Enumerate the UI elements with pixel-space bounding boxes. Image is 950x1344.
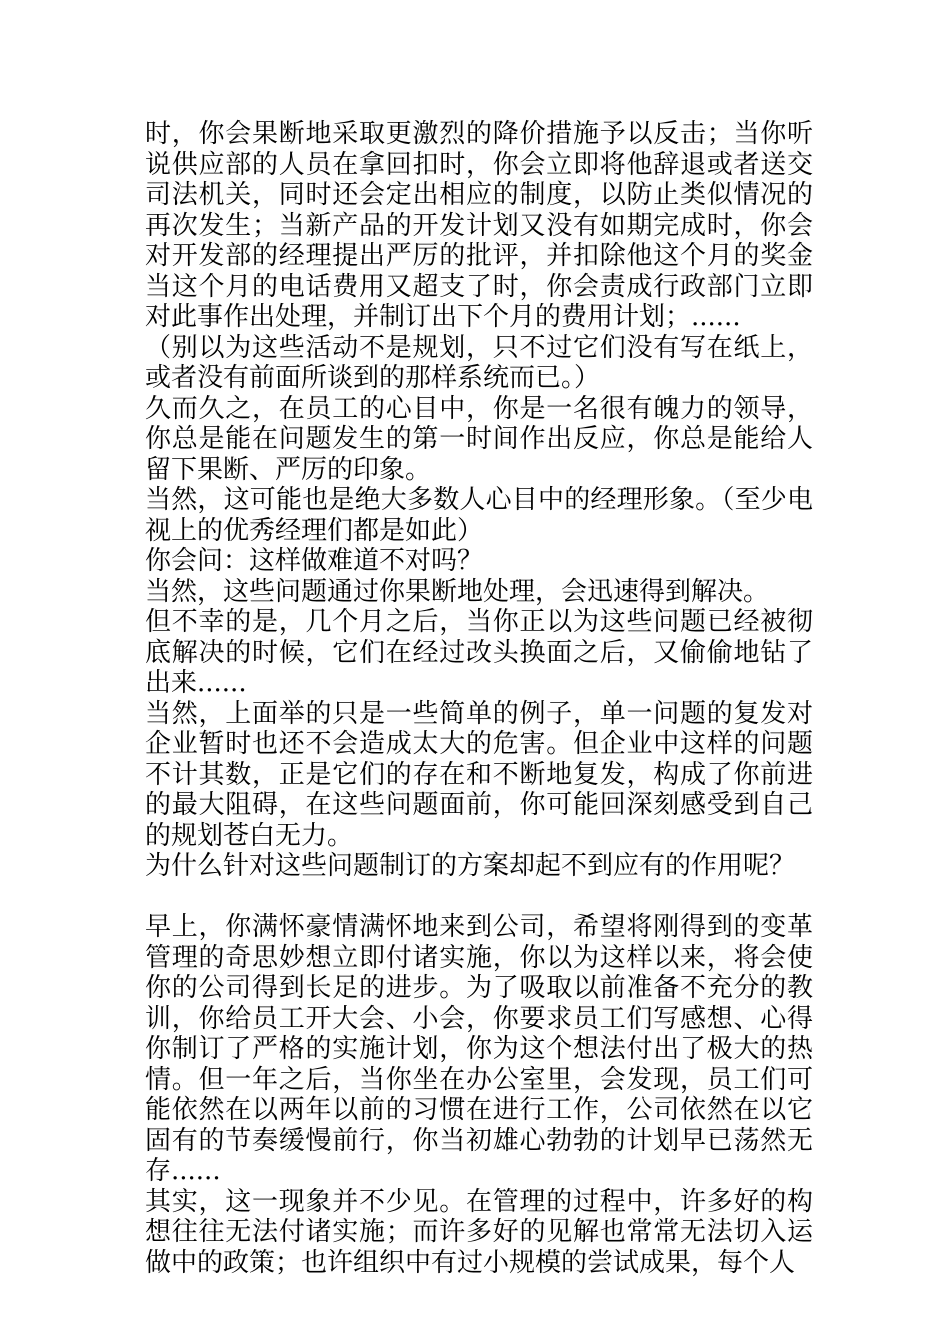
paragraph-9: 为什么针对这些问题制订的方案却起不到应有的作用呢？ (145, 851, 796, 881)
paragraph-4: 当然，这可能也是绝大多数人心目中的经理形象。（至少电视上的优秀经理们都是如此） (145, 485, 813, 546)
blank-line (145, 882, 813, 913)
paragraph-2: （别以为这些活动不是规划，只不过它们没有写在纸上，或者没有前面所谈到的那样系统而已。） (145, 332, 813, 393)
document-body (145, 119, 813, 1278)
paragraph-6: 当然，这些问题通过你果断地处理，会迅速得到解决。 (145, 576, 770, 607)
paragraph-5: 你会问：这样做难道不对吗？ (145, 546, 484, 576)
paragraph-10: 早上，你满怀豪情满怀地来到公司，希望将刚得到的变革管理的奇思妙想立即付诸实施，你以为这样以来，将会使你的公司得到长足的进步。为了吸取以前准备不充分的教训，你给员工开大会、小会，你要求员工们写感想、心得你制订了严格的实施计划，你为这个想法付出了极大的热情。但一年之后，当你坐在办公室里，会发现，员工们可能依然在以两年以前的习惯在进行工作，公司依然在以它固有的节奏缓慢前行，你当初雄心勃勃的计划早已荡然无存...... (145, 912, 813, 1186)
paragraph-7: 但不幸的是，几个月之后，当你正以为这些问题已经被彻底解决的时候，它们在经过改头换面之后，又偷偷地钻了出来...... (145, 607, 813, 698)
paragraph-1: 时，你会果断地采取更激烈的降价措施予以反击；当你听说供应部的人员在拿回扣时，你会立即将他辞退或者送交司法机关，同时还会定出相应的制度，以防止类似情况的再次发生；当新产品的开发计划又没有如期完成时，你会对开发部的经理提出严厉的批评，并扣除他这个月的奖金当这个月的电话费用又超支了时，你会责成行政部门立即对此事作出处理，并制订出下个月的费用计划；...... (145, 119, 813, 332)
paragraph-11: 其实，这一现象并不少见。在管理的过程中，许多好的构想往往无法付诸实施；而许多好的见解也常常无法切入运做中的政策；也许组织中有过小规模的尝试成果，每个人 (145, 1186, 813, 1278)
paragraph-3: 久而久之，在员工的心目中，你是一名很有魄力的领导，你总是能在问题发生的第一时间作出反应，你总是能给人留下果断、严厉的印象。 (145, 393, 813, 485)
paragraph-8: 当然，上面举的只是一些简单的例子，单一问题的复发对企业暂时也还不会造成太大的危害。但企业中这样的问题不计其数，正是它们的存在和不断地复发，构成了你前进的最大阻碍，在这些问题面前，你可能回深刻感受到自己的规划苍白无力。 (145, 698, 813, 851)
